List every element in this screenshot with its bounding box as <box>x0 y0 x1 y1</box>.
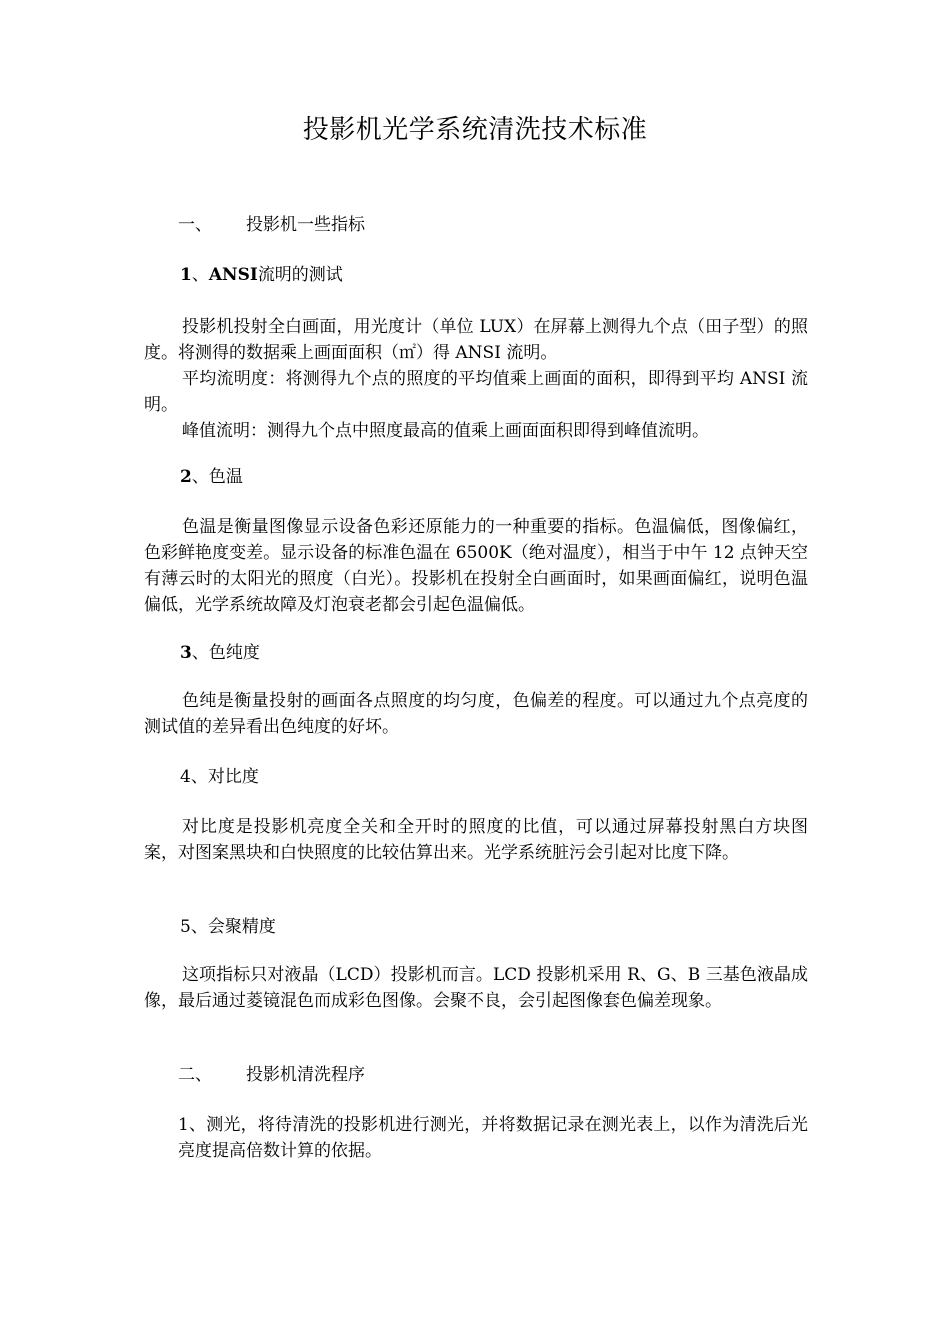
subheading-separator: 、 <box>191 265 209 285</box>
subheading-number: 1 <box>180 265 192 285</box>
subheading-number: 3 <box>180 643 192 663</box>
subheading-contrast: 4、对比度 <box>180 767 259 787</box>
paragraph-color-temperature: 色温是衡量图像显示设备色彩还原能力的一种重要的指标。色温偏低，图像偏红，色彩鲜艳度变差。显示设备的标准色温在 6500K（绝对温度），相当于中午 12 点钟天空有薄云时的太阳光的照度（白光）。投影机在投射全白画面时，如果画面偏红，说明色温偏低，光学系统故障及灯泡衰老都会引起色温偏低。 <box>144 517 808 615</box>
paragraph-ansi-method: 投影机投射全白画面，用光度计（单位 LUX）在屏幕上测得九个点（田子型）的照度。将测得的数据乘上画面面积（㎡）得 ANSI 流明。 <box>144 317 808 363</box>
section-number: 一、 <box>178 215 212 235</box>
subheading-number: 2 <box>180 467 192 487</box>
subheading-color-purity <box>180 640 260 666</box>
section-heading-1 <box>178 212 365 238</box>
subheading-color-temperature <box>180 464 243 490</box>
paragraph-contrast: 对比度是投影机亮度全关和全开时的照度的比值，可以通过屏幕投射黑白方块图案，对图案黑块和白快照度的比较估算出来。光学系统脏污会引起对比度下降。 <box>144 817 808 863</box>
document-title: 投影机光学系统清洗技术标准 <box>302 115 648 145</box>
subheading-label: 、色纯度 <box>191 643 260 663</box>
paragraph-convergence: 这项指标只对液晶（LCD）投影机而言。LCD 投影机采用 R、G、B 三基色液晶成像，最后通过菱镜混色而成彩色图像。会聚不良，会引起图像套色偏差现象。 <box>144 965 808 1011</box>
subheading-label: 流明的测试 <box>257 265 343 285</box>
section-heading-2 <box>178 1062 365 1088</box>
paragraph-color-purity: 色纯是衡量投射的画面各点照度的均匀度，色偏差的程度。可以通过九个点亮度的测试值的差异看出色纯度的好坏。 <box>144 691 808 737</box>
section-number: 二、 <box>178 1065 212 1085</box>
section-label: 投影机一些指标 <box>246 215 365 235</box>
subheading-ansi-lumen <box>180 262 343 288</box>
subheading-label: 、色温 <box>191 467 243 487</box>
paragraph-light-measurement: 1、测光，将待清洗的投影机进行测光，并将数据记录在测光表上，以作为清洗后光亮度提高倍数计算的依据。 <box>178 1115 808 1161</box>
paragraph-average-lumen: 平均流明度：将测得九个点的照度的平均值乘上画面的面积，即得到平均 ANSI 流明。 <box>144 369 808 415</box>
subheading-bold-term: ANSI <box>208 265 258 285</box>
section-label: 投影机清洗程序 <box>246 1065 365 1085</box>
paragraph-peak-lumen: 峰值流明：测得九个点中照度最高的值乘上画面面积即得到峰值流明。 <box>182 421 709 441</box>
subheading-convergence: 5、会聚精度 <box>180 917 276 937</box>
